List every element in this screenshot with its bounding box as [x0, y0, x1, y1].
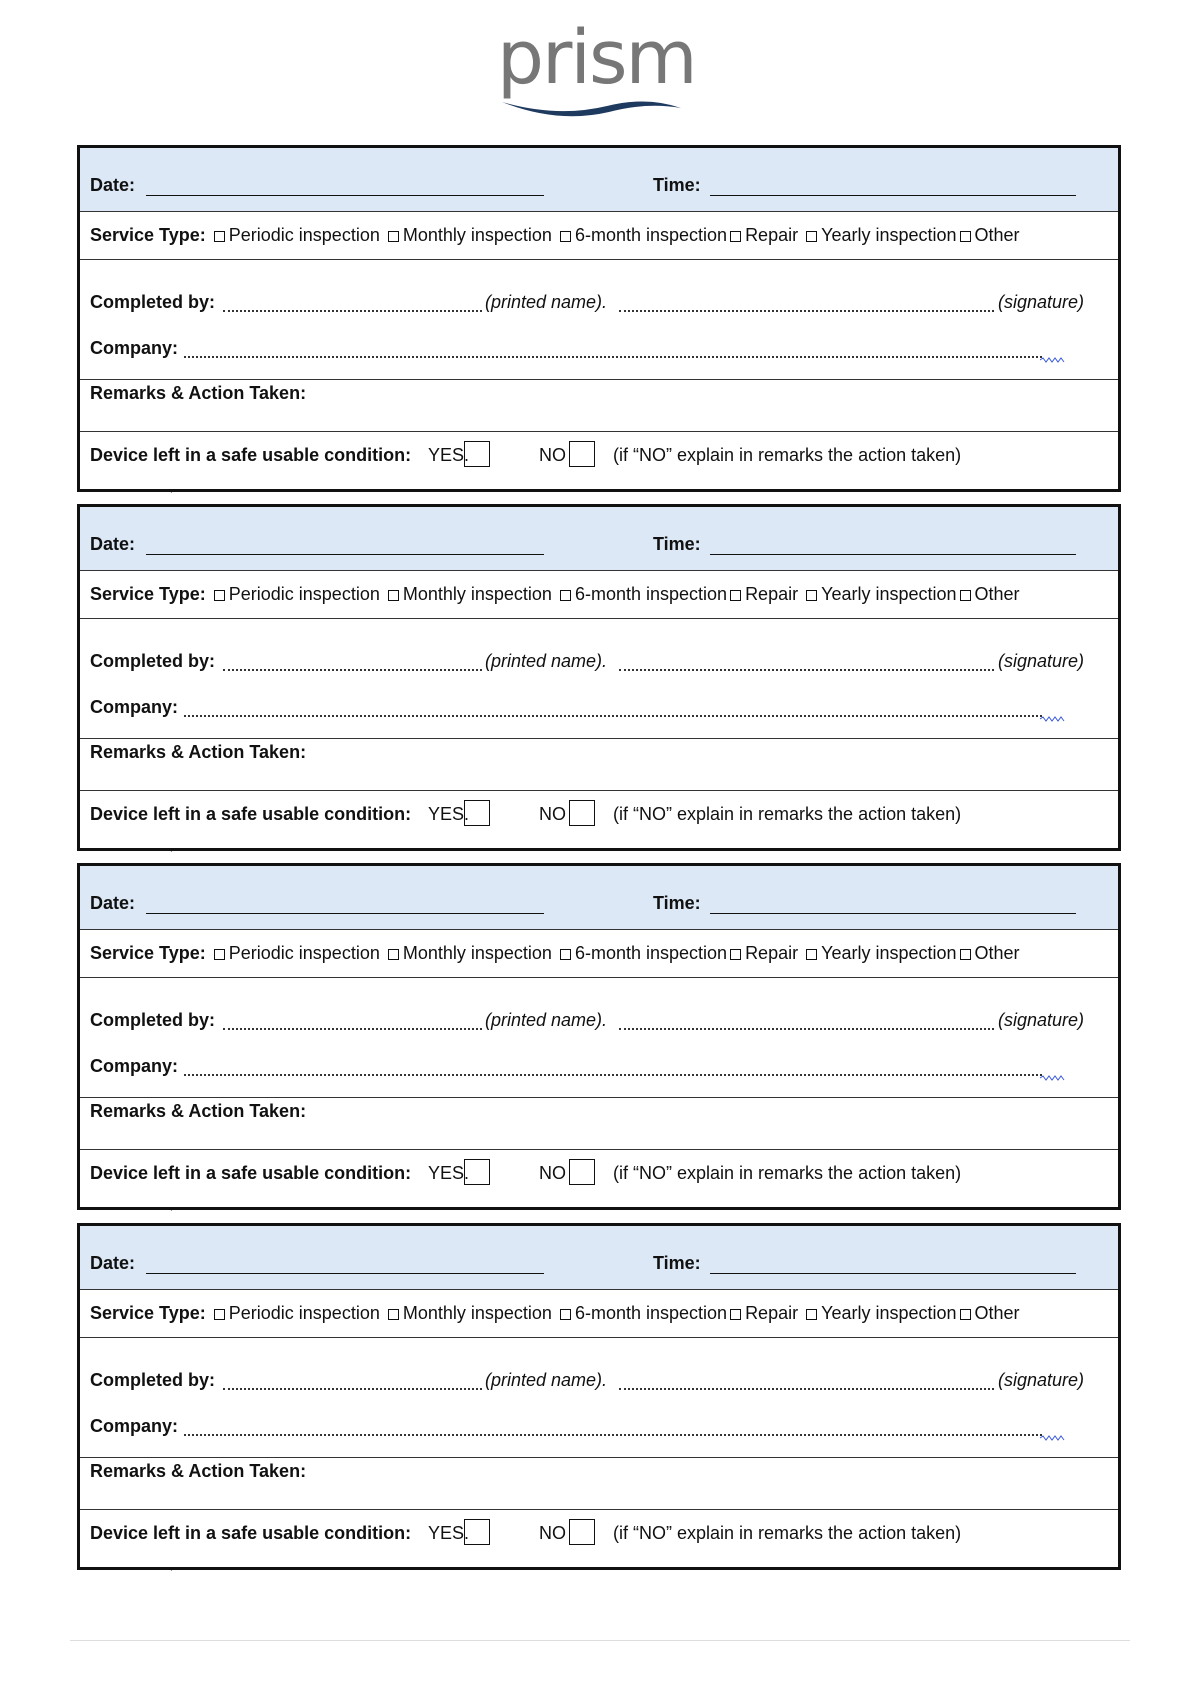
- service-option-checkbox[interactable]: [214, 949, 225, 960]
- service-option-checkbox[interactable]: [388, 231, 399, 242]
- signature-field[interactable]: [619, 1388, 994, 1390]
- yes-label: YES.: [428, 1523, 470, 1543]
- time-label: Time:: [653, 1253, 701, 1273]
- completed-by-row: [80, 260, 1118, 380]
- remarks-row[interactable]: [80, 380, 1118, 432]
- date-time-row: [80, 866, 1118, 930]
- yes-label: YES.: [428, 804, 470, 824]
- service-type-line: [90, 1303, 1020, 1324]
- page-mark: ·: [170, 488, 173, 497]
- time-label: Time:: [653, 534, 701, 554]
- service-option-label: Periodic inspection: [228, 225, 380, 245]
- company-field[interactable]: [184, 1434, 1042, 1436]
- no-label: NO: [539, 445, 566, 465]
- device-condition-row: [80, 432, 1118, 492]
- remarks-label: Remarks & Action Taken:: [90, 383, 307, 403]
- service-option-checkbox[interactable]: [214, 231, 225, 242]
- service-option-label: Periodic inspection: [228, 1303, 380, 1323]
- service-option-label: Monthly inspection: [402, 225, 552, 245]
- completed-by-row: [80, 1338, 1118, 1458]
- service-option-checkbox[interactable]: [214, 590, 225, 601]
- service-option-label: 6-month inspection: [574, 584, 728, 604]
- company-label: Company:: [90, 338, 179, 358]
- service-option-label: Yearly inspection: [821, 584, 957, 604]
- yes-checkbox[interactable]: [464, 1519, 490, 1545]
- service-option-label: Other: [974, 943, 1020, 963]
- completed-by-label: Completed by:: [90, 1370, 216, 1390]
- service-option-checkbox[interactable]: [388, 949, 399, 960]
- service-option-checkbox[interactable]: [560, 231, 571, 242]
- printed-name-field[interactable]: [223, 1388, 482, 1390]
- signature-note: (signature): [998, 292, 1085, 312]
- explain-note: (if “NO” explain in remarks the action taken): [613, 445, 962, 465]
- completed-by-label: Completed by:: [90, 1010, 216, 1030]
- logo-wordmark: prism: [497, 15, 696, 101]
- yes-checkbox[interactable]: [464, 441, 490, 467]
- date-field[interactable]: [146, 913, 544, 914]
- no-checkbox[interactable]: [569, 441, 595, 467]
- company-label: Company:: [90, 697, 179, 717]
- service-option-checkbox[interactable]: [730, 949, 741, 960]
- service-type-label: Service Type:: [90, 225, 206, 245]
- service-type-row: [80, 571, 1118, 619]
- service-option-label: Repair: [745, 584, 799, 604]
- service-option-label: Yearly inspection: [821, 225, 957, 245]
- date-field[interactable]: [146, 195, 544, 196]
- service-option-checkbox[interactable]: [560, 1309, 571, 1320]
- service-option-checkbox[interactable]: [806, 590, 817, 601]
- company-field[interactable]: [184, 1074, 1042, 1076]
- date-label: Date:: [90, 534, 136, 554]
- date-time-row: [80, 148, 1118, 212]
- service-option-label: Periodic inspection: [228, 943, 380, 963]
- no-label: NO: [539, 1523, 566, 1543]
- time-field[interactable]: [710, 554, 1076, 555]
- service-option-label: Monthly inspection: [402, 584, 552, 604]
- time-field[interactable]: [710, 195, 1076, 196]
- date-field[interactable]: [146, 554, 544, 555]
- time-label: Time:: [653, 893, 701, 913]
- completed-by-row: [80, 619, 1118, 739]
- service-type-row: [80, 1290, 1118, 1338]
- no-label: NO: [539, 1163, 566, 1183]
- service-type-label: Service Type:: [90, 584, 206, 604]
- completed-by-row: [80, 978, 1118, 1098]
- no-checkbox[interactable]: [569, 1159, 595, 1185]
- footer-divider: [70, 1640, 1130, 1641]
- service-option-label: Repair: [745, 225, 799, 245]
- yes-label: YES.: [428, 1163, 470, 1183]
- page-mark: ·: [170, 847, 173, 856]
- no-checkbox[interactable]: [569, 1519, 595, 1545]
- signature-note: (signature): [998, 1010, 1085, 1030]
- service-option-label: Other: [974, 584, 1020, 604]
- device-condition-label: Device left in a safe usable condition:: [90, 1163, 412, 1183]
- service-record-form-3: [77, 863, 1121, 1210]
- service-record-form-4: [77, 1223, 1121, 1570]
- device-condition-label: Device left in a safe usable condition:: [90, 1523, 412, 1543]
- service-record-form-2: [77, 504, 1121, 851]
- remarks-label: Remarks & Action Taken:: [90, 1461, 307, 1481]
- service-option-label: Monthly inspection: [402, 1303, 552, 1323]
- spellcheck-squiggle-icon: [1040, 357, 1066, 363]
- service-option-checkbox[interactable]: [960, 590, 971, 601]
- company-label: Company:: [90, 1056, 179, 1076]
- spellcheck-squiggle-icon: [1040, 1435, 1066, 1441]
- service-option-checkbox[interactable]: [806, 949, 817, 960]
- service-option-label: Repair: [745, 943, 799, 963]
- no-checkbox[interactable]: [569, 800, 595, 826]
- explain-note: (if “NO” explain in remarks the action taken): [613, 804, 962, 824]
- service-option-checkbox[interactable]: [730, 590, 741, 601]
- remarks-label: Remarks & Action Taken:: [90, 1101, 307, 1121]
- date-label: Date:: [90, 175, 136, 195]
- service-type-line: [90, 943, 1020, 964]
- company-label: Company:: [90, 1416, 179, 1436]
- date-label: Date:: [90, 1253, 136, 1273]
- date-field[interactable]: [146, 1273, 544, 1274]
- service-option-label: 6-month inspection: [574, 943, 728, 963]
- device-condition-row: [80, 791, 1118, 851]
- time-label: Time:: [653, 175, 701, 195]
- service-option-label: Yearly inspection: [821, 943, 957, 963]
- time-field[interactable]: [710, 913, 1076, 914]
- service-option-label: Monthly inspection: [402, 943, 552, 963]
- service-option-checkbox[interactable]: [388, 590, 399, 601]
- remarks-row[interactable]: [80, 1458, 1118, 1510]
- printed-name-note: (printed name).: [485, 651, 608, 671]
- signature-note: (signature): [998, 651, 1085, 671]
- device-condition-label: Device left in a safe usable condition:: [90, 804, 412, 824]
- logo-wave-icon: [497, 92, 687, 120]
- service-option-label: Other: [974, 1303, 1020, 1323]
- service-type-row: [80, 930, 1118, 978]
- service-option-checkbox[interactable]: [806, 1309, 817, 1320]
- yes-checkbox[interactable]: [464, 800, 490, 826]
- service-option-label: Yearly inspection: [821, 1303, 957, 1323]
- device-condition-label: Device left in a safe usable condition:: [90, 445, 412, 465]
- service-option-label: 6-month inspection: [574, 1303, 728, 1323]
- service-type-line: [90, 584, 1020, 605]
- printed-name-note: (printed name).: [485, 1010, 608, 1030]
- explain-note: (if “NO” explain in remarks the action taken): [613, 1163, 962, 1183]
- service-option-label: Repair: [745, 1303, 799, 1323]
- service-option-checkbox[interactable]: [960, 949, 971, 960]
- spellcheck-squiggle-icon: [1040, 1075, 1066, 1081]
- remarks-label: Remarks & Action Taken:: [90, 742, 307, 762]
- company-field[interactable]: [184, 715, 1042, 717]
- service-option-checkbox[interactable]: [388, 1309, 399, 1320]
- completed-by-label: Completed by:: [90, 292, 216, 312]
- spellcheck-squiggle-icon: [1040, 716, 1066, 722]
- signature-field[interactable]: [619, 669, 994, 671]
- company-field[interactable]: [184, 356, 1042, 358]
- service-option-checkbox[interactable]: [560, 949, 571, 960]
- signature-field[interactable]: [619, 1028, 994, 1030]
- page-mark: ·: [170, 1206, 173, 1215]
- time-field[interactable]: [710, 1273, 1076, 1274]
- explain-note: (if “NO” explain in remarks the action taken): [613, 1523, 962, 1543]
- device-condition-row: [80, 1510, 1118, 1570]
- service-option-checkbox[interactable]: [960, 231, 971, 242]
- service-option-label: Other: [974, 225, 1020, 245]
- date-time-row: [80, 1226, 1118, 1290]
- printed-name-field[interactable]: [223, 310, 482, 312]
- yes-label: YES.: [428, 445, 470, 465]
- remarks-row[interactable]: [80, 739, 1118, 791]
- printed-name-field[interactable]: [223, 669, 482, 671]
- service-type-line: [90, 225, 1020, 246]
- printed-name-note: (printed name).: [485, 292, 608, 312]
- service-option-checkbox[interactable]: [730, 1309, 741, 1320]
- yes-checkbox[interactable]: [464, 1159, 490, 1185]
- service-record-form-1: [77, 145, 1121, 492]
- completed-by-label: Completed by:: [90, 651, 216, 671]
- service-option-label: 6-month inspection: [574, 225, 728, 245]
- service-type-label: Service Type:: [90, 943, 206, 963]
- date-time-row: [80, 507, 1118, 571]
- signature-note: (signature): [998, 1370, 1085, 1390]
- service-option-checkbox[interactable]: [214, 1309, 225, 1320]
- service-type-label: Service Type:: [90, 1303, 206, 1323]
- service-option-checkbox[interactable]: [806, 231, 817, 242]
- page-mark: ·: [170, 1566, 173, 1575]
- printed-name-field[interactable]: [223, 1028, 482, 1030]
- no-label: NO: [539, 804, 566, 824]
- printed-name-note: (printed name).: [485, 1370, 608, 1390]
- remarks-row[interactable]: [80, 1098, 1118, 1150]
- service-type-row: [80, 212, 1118, 260]
- service-option-label: Periodic inspection: [228, 584, 380, 604]
- service-option-checkbox[interactable]: [730, 231, 741, 242]
- device-condition-row: [80, 1150, 1118, 1210]
- prism-logo: [497, 8, 696, 118]
- date-label: Date:: [90, 893, 136, 913]
- service-option-checkbox[interactable]: [560, 590, 571, 601]
- signature-field[interactable]: [619, 310, 994, 312]
- service-option-checkbox[interactable]: [960, 1309, 971, 1320]
